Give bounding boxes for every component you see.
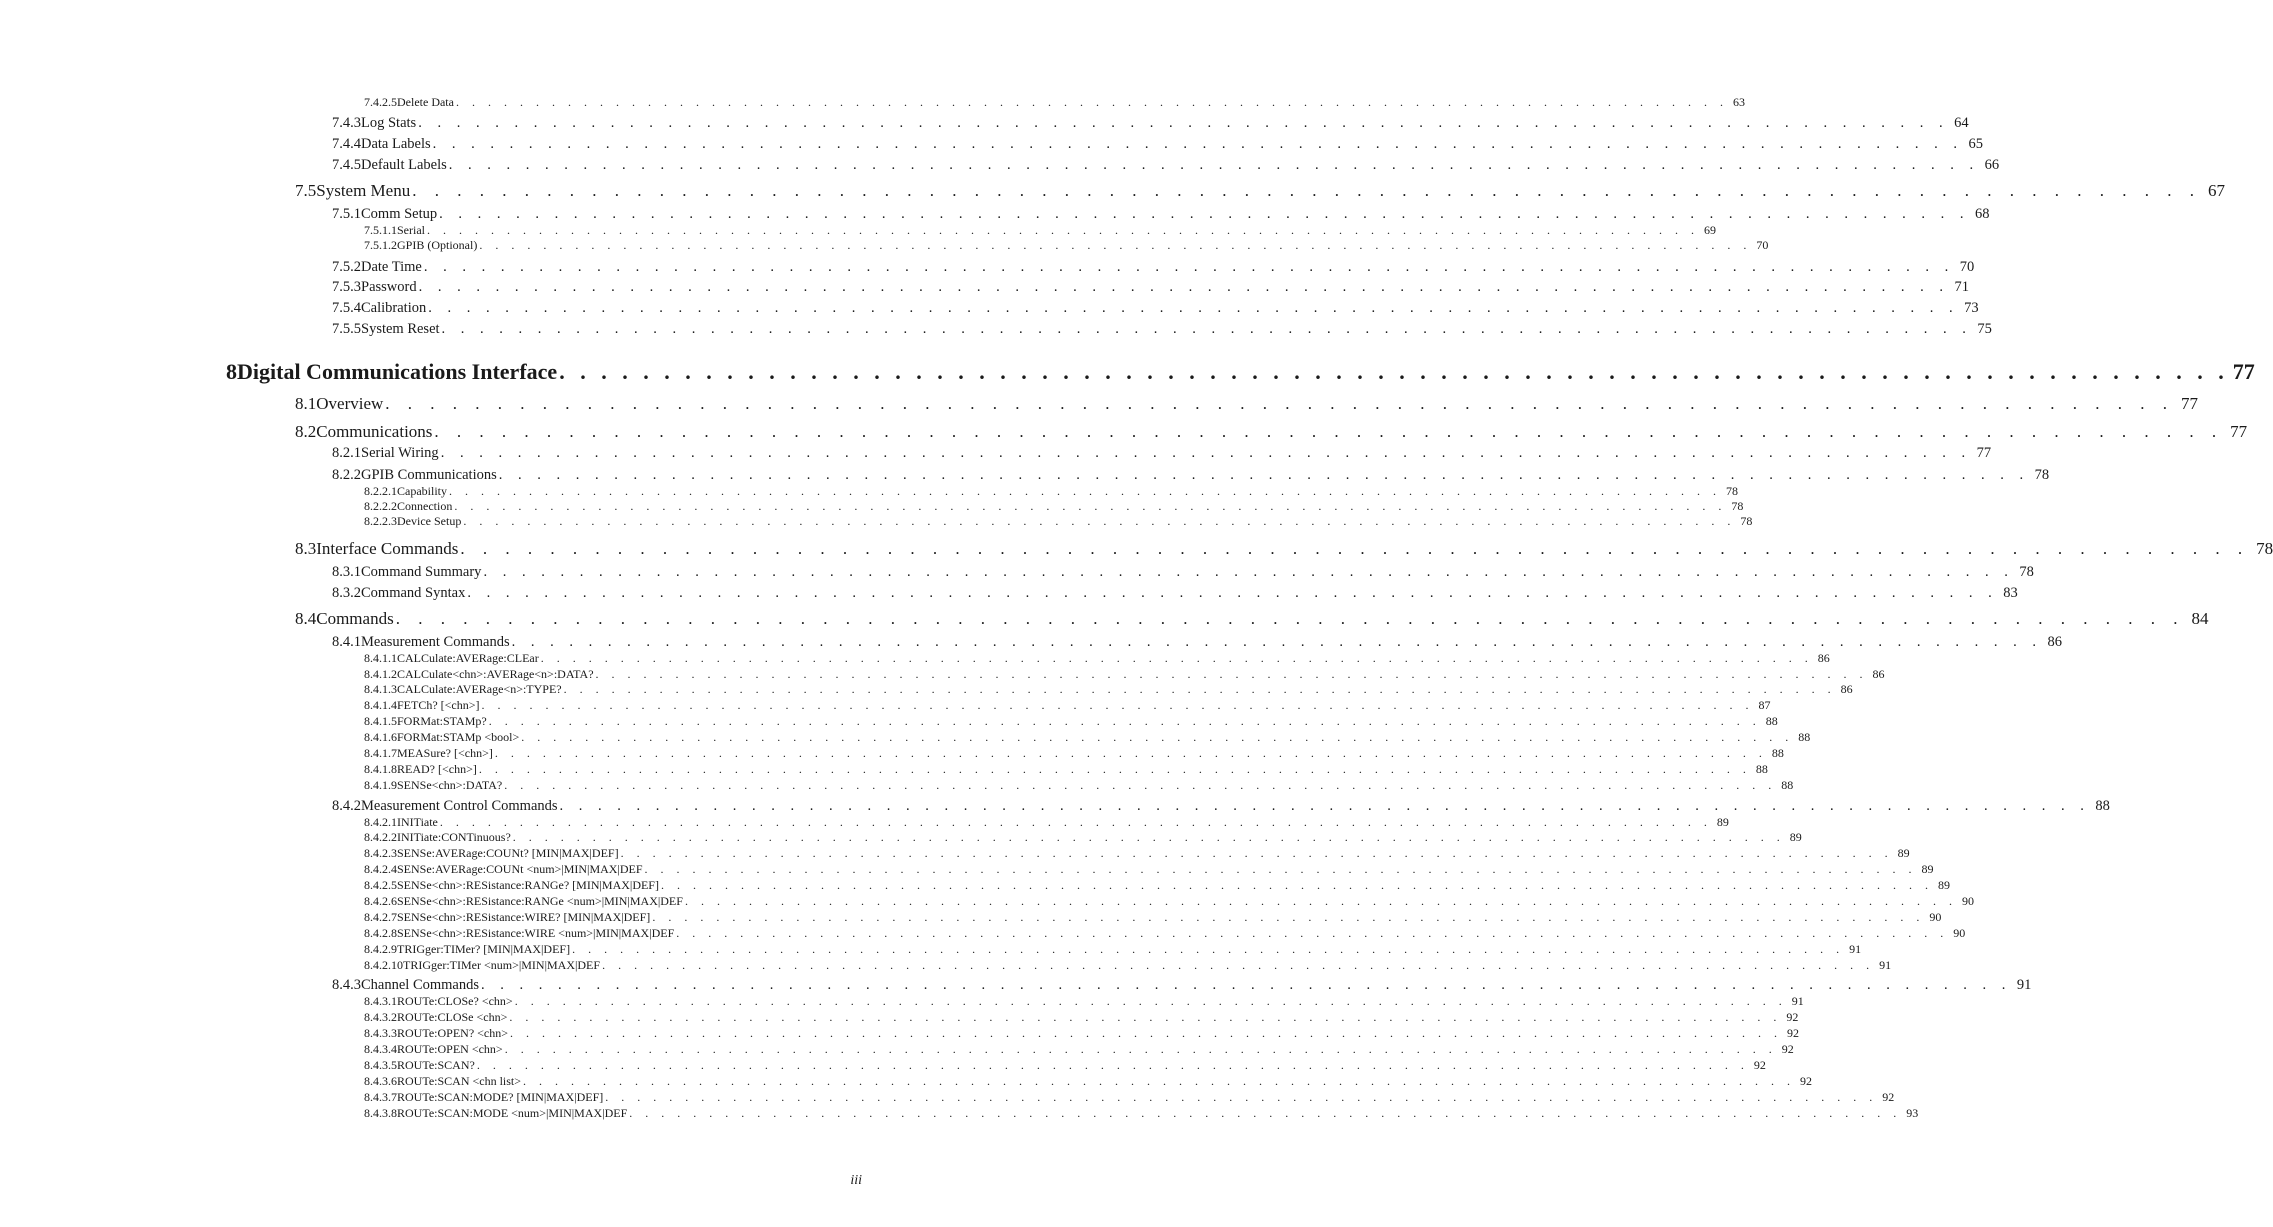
dot-leader: . . . . . . . . . . . . . . . . . . . . . . . . . . . . . . . . . . . . . . . . . . . . . . . . . . . . . . . . . . . . . . . . . . . . . . . . . . . . . . . . (439, 206, 1970, 222)
toc-entry-title: Serial (397, 223, 425, 237)
toc-entry[interactable] (364, 815, 1729, 830)
toc-entry-title: CALCulate:AVERage<n>:TYPE? (397, 682, 562, 696)
dot-leader: . . . . . . . . . . . . . . . . . . . . . . . . . . . . . . . . . . . . . . . . . . . . . . . . . . . . . . . . . . . . . . . . . . . . . . . . . . . . . . . . (455, 95, 1728, 109)
toc-entry-page: 77 (1976, 445, 1992, 461)
dot-leader: . . . . . . . . . . . . . . . . . . . . . . . . . . . . . . . . . . . . . . . . . . . . . . . . . . . . . . . . . . . . . . . . . . . . . . . . . . . . . . . . (523, 1074, 1796, 1088)
toc-entry-title: SENSe<chn>:RESistance:RANGe? [MIN|MAX|DEF] (397, 878, 659, 892)
toc-entry-number: 8.4.2.10 (364, 958, 403, 972)
toc-entry[interactable] (364, 651, 1830, 666)
toc-entry[interactable] (332, 321, 1992, 338)
toc-entry-number: 8.4.1.4 (364, 698, 397, 712)
toc-entry[interactable] (364, 484, 1738, 499)
dot-leader: . . . . . . . . . . . . . . . . . . . . . . . . . . . . . . . . . . . . . . . . . . . . . . . . . . . . . . . . . . . . . . . . . . . . . . . . . . . . . . . . (504, 778, 1777, 792)
toc-entry-number: 7.5.5 (332, 321, 361, 337)
toc-entry-page: 78 (1731, 499, 1744, 513)
toc-entry-page: 75 (1977, 321, 1992, 337)
dot-leader: . . . . . . . . . . . . . . . . . . . . . . . . . . . . . . . . . . . . . . . . . . . . . . . . . . . . . . . . . . . . . . . . . . . . . . . . . . . . . . . . (514, 994, 1787, 1008)
dot-leader: . . . . . . . . . . . . . . . . . . . . . . . . . . . . . . . . . . . . . . . . . . . . . . . . . . . . . . . . . . . . . . . . . . . . . . . . . . . . . . . . (479, 238, 1752, 252)
toc-entry-page: 69 (1704, 223, 1716, 237)
toc-entry[interactable] (295, 422, 2248, 442)
toc-entry[interactable] (332, 445, 1992, 462)
toc-entry-page: 89 (1921, 862, 1934, 876)
dot-leader: . . . . . . . . . . . . . . . . . . . . . . . . . . . . . . . . . . . . . . . . . . . . . . . . . . . . . . . . . . . . . . . . . . . . . . . . . . . . . . . . (512, 830, 1785, 844)
toc-entry[interactable] (364, 1106, 1919, 1121)
toc-entry-number: 7.5.2 (332, 259, 361, 275)
toc-entry-page: 77 (2230, 422, 2248, 441)
toc-entry[interactable] (364, 1058, 1766, 1073)
toc-entry-page: 89 (1897, 846, 1910, 860)
dot-leader: . . . . . . . . . . . . . . . . . . . . . . . . . . . . . . . . . . . . . . . . . . . . . . . . . . . . . . . . . . . . . . . . . . . . . . . . . . . . . . . . (605, 1090, 1878, 1104)
toc-entry-title: System Reset (361, 321, 440, 337)
toc-entry-number: 7.4.4 (332, 136, 361, 152)
toc-entry[interactable] (364, 514, 1753, 529)
toc-entry-page: 78 (1726, 484, 1738, 498)
toc-entry-page: 77 (2181, 394, 2199, 413)
dot-leader: . . . . . . . . . . . . . . . . . . . . . . . . . . . . . . . . . . . . . . . . . . . . . . . . . . . . . . . . . . . . . . . . . . . . . . . . . . . . . . . . (521, 730, 1794, 744)
toc-entry[interactable] (364, 95, 1745, 110)
dot-leader: . . . . . . . . . . . . . . . . . . . . . . . . . . . . . . . . . . . . . . . . . . . . . . . . . . . . . . . . . . . . . . . . . . . . . . . . . . . . . . . . (483, 564, 2014, 580)
toc-entry[interactable] (295, 609, 2209, 629)
toc-entry-title: INITiate:CONTinuous? (397, 830, 511, 844)
toc-entry[interactable] (364, 730, 1811, 745)
toc-entry[interactable] (332, 136, 1984, 153)
toc-entry-page: 86 (2047, 634, 2062, 650)
toc-entry-page: 70 (1756, 238, 1769, 252)
toc-entry-number: 8.4.2.2 (364, 830, 397, 844)
toc-entry[interactable] (364, 499, 1744, 514)
toc-entry-number: 8.4.3.5 (364, 1058, 397, 1072)
toc-entry-number: 7.5 (295, 181, 317, 200)
page-number-folio: iii (850, 1173, 862, 1188)
toc-entry-number: 8.4.3.1 (364, 994, 397, 1008)
toc-entry[interactable] (332, 157, 2000, 174)
dot-leader: . . . . . . . . . . . . . . . . . . . . . . . . . . . . . . . . . . . . . . . . . . . . . . . . . . . . . . . . . . . . . . . . . . . . . . . . . . . . . . . . (454, 499, 1727, 513)
toc-entry[interactable] (332, 634, 2062, 651)
toc-entry-title: ROUTe:OPEN? <chn> (397, 1026, 509, 1040)
dot-leader: . . . . . . . . . . . . . . . . . . . . . . . . . . . . . . . . . . . . . . . . . . . . . . . . . . . . . . . . . . . . . . . . . . . . . . . . . . . . . . . . (510, 1026, 1783, 1040)
dot-leader: . . . . . . . . . . . . . . . . . . . . . . . . . . . . . . . . . . . . . . . . . . . . . . . . . . . . . . . . . . . . . . . . . . . . . . . . . . . . . . . . (511, 634, 2042, 650)
toc-entry-page: 87 (1758, 698, 1771, 712)
dot-leader: . . . . . . . . . . . . . . . . . . . . . . . . . . . . . . . . . . . . . . . . . . . . . . . . . . . . . . . . . . . . . . . . . . . . . . . . . . . . . . . . (423, 259, 1955, 275)
toc-entry-number: 8.4.2 (332, 798, 361, 814)
toc-entry-number: 8.4.1.6 (364, 730, 397, 744)
dot-leader: . . . . . . . . . . . . . . . . . . . . . . . . . . . . . . . . . . . . . . . . . . . . . . . . . . . . . . . . . . . . . . . . . . . . . . . . . . . . . . . . (488, 714, 1761, 728)
toc-entry-number: 8.2.2.2 (364, 499, 397, 513)
toc-entry-number: 8.4.2.8 (364, 926, 397, 940)
toc-entry-number: 8.4.2.3 (364, 846, 397, 860)
toc-entry[interactable] (364, 223, 1716, 238)
toc-entry-title: READ? [<chn>] (397, 762, 477, 776)
toc-entry-title: Date Time (361, 259, 422, 275)
dot-leader: . . . . . . . . . . . . . . . . . . . . . . . . . . . . . . . . . . . . . . . . . . . . . . . . . . . . . . . . . . . . . . . . . . . . . . . . . . . . . . . . (563, 682, 1836, 696)
toc-entry-title: Command Syntax (361, 585, 466, 601)
toc-entry-title: CALCulate<chn>:AVERage<n>:DATA? (397, 667, 594, 681)
toc-entry-title: FORMat:STAMp <bool> (397, 730, 520, 744)
toc-entry-number: 8.4.3.2 (364, 1010, 397, 1024)
toc-entry[interactable] (364, 994, 1804, 1009)
dot-leader: . . . . . . . . . . . . . . . . . . . . . . . . . . . . . . . . . . . . . . . . . . . . . . . . . . . . . . . . . . . . . . . . . . . . . . . . . . . . . . . . (448, 157, 1980, 173)
dot-leader: . . . . . . . . . . . . . . . . . . . . . . . . . . . . . . . . . . . . . . . . . . . . . . . . . . . . . . . . . . . . . . . . . . . . . . . . . . . . . . . . (595, 667, 1868, 681)
toc-entry-number: 8.4.1.5 (364, 714, 397, 728)
toc-entry-title: ROUTe:CLOSe <chn> (397, 1010, 508, 1024)
toc-entry-title: Measurement Control Commands (361, 798, 558, 814)
dot-leader: . . . . . . . . . . . . . . . . . . . . . . . . . . . . . . . . . . . . . . . . . . . . . . . . . . . . . . . . . . . . . . . . . . . . . . . . . . . . . . . . (432, 136, 1964, 152)
toc-entry-title: GPIB (Optional) (397, 238, 478, 252)
toc-entry-number: 7.5.3 (332, 279, 361, 295)
toc-entry-page: 83 (2003, 585, 2018, 601)
toc-entry-title: Device Setup (397, 514, 462, 528)
toc-entry-page: 77 (2232, 359, 2255, 384)
toc-entry-number: 8.2.2.1 (364, 484, 397, 498)
toc-entry-title: FETCh? [<chn>] (397, 698, 480, 712)
toc-entry-title: Digital Communications Interface (237, 359, 558, 384)
toc-entry-number: 8.4.1.3 (364, 682, 397, 696)
toc-entry[interactable] (332, 977, 2032, 994)
dot-leader: . . . . . . . . . . . . . . . . . . . . . . . . . . . . . . . . . . . . . . . . . . . . . . . . . . . . . . . . . . . . . . . . . . . . . . . . . . . . . . . . (629, 1106, 1902, 1120)
toc-entry-title: ROUTe:SCAN <chn list> (397, 1074, 522, 1088)
toc-entry-number: 8.2.2 (332, 467, 361, 483)
dot-leader: . . . . . . . . . . . . . . . . . . . . . . . . . . . . . . . . . . . . . . . . . . . . . . . . . . . . . . . . . . . . . . . . . . . . . . . . . . . . . . . . (676, 926, 1949, 940)
toc-entry-title: Measurement Commands (361, 634, 510, 650)
toc-entry-title: Default Labels (361, 157, 447, 173)
toc-entry-page: 88 (1765, 714, 1778, 728)
toc-entry-title: Serial Wiring (361, 445, 439, 461)
toc-entry[interactable] (364, 1026, 1800, 1041)
toc-entry-page: 78 (1740, 514, 1753, 528)
toc-entry-title: Password (361, 279, 417, 295)
toc-entry-title: MEASure? [<chn>] (397, 746, 493, 760)
dot-leader: . . . . . . . . . . . . . . . . . . . . . . . . . . . . . . . . . . . . . . . . . . . . . . . . . . . . . . . . . . . . . . . . . . . . . . . . . . . . . . . . (385, 394, 2175, 413)
toc-entry-page: 65 (1968, 136, 1984, 152)
toc-entry-title: Capability (397, 484, 447, 498)
toc-entry-number: 8.4.2.4 (364, 862, 397, 876)
toc-entry-number: 8.4.2.1 (364, 815, 397, 829)
toc-entry[interactable] (364, 878, 1950, 893)
toc-entry-title: FORMat:STAMp? (397, 714, 487, 728)
toc-entry[interactable] (364, 862, 1934, 877)
toc-entry-page: 89 (1716, 815, 1729, 829)
dot-leader: . . . . . . . . . . . . . . . . . . . . . . . . . . . . . . . . . . . . . . . . . . . . . . . . . . . . . . . . . . . . . . . . . . . . . . . . . . . . . . . . (467, 585, 1998, 601)
toc-entry-page: 86 (1840, 682, 1853, 696)
toc-entry-page: 84 (2191, 609, 2209, 628)
toc-entry[interactable] (295, 539, 2273, 559)
toc-entry-page: 89 (1789, 830, 1802, 844)
toc-entry-number: 8.4 (295, 609, 317, 628)
toc-entry[interactable] (364, 682, 1853, 697)
toc-entry-page: 90 (1929, 910, 1942, 924)
toc-entry-page: 92 (1882, 1090, 1895, 1104)
toc-entry-number: 8.3.1 (332, 564, 361, 580)
dot-leader: . . . . . . . . . . . . . . . . . . . . . . . . . . . . . . . . . . . . . . . . . . . . . . . . . . . . . . . . . . . . . . . . . . . . . . . . . . . . . . . . (418, 115, 1949, 131)
toc-entry-number: 8.3 (295, 539, 317, 558)
toc-entry-title: CALCulate:AVERage:CLEar (397, 651, 539, 665)
dot-leader: . . . . . . . . . . . . . . . . . . . . . . . . . . . . . . . . . . . . . . . . . . . . . . . . . . . . . . . . . . . . . . . . . . . . . . . . . . . . . . . . (602, 958, 1875, 972)
dot-leader: . . . . . . . . . . . . . . . . . . . . . . . . . . . . . . . . . . . . . . . . . . . . . . . . . . . . . . . . . . . . . . . . . . . . . . . . . . . . . . . . (559, 359, 2229, 384)
toc-entry-title: ROUTe:SCAN? (397, 1058, 475, 1072)
toc-entry-title: Command Summary (361, 564, 482, 580)
toc-entry-page: 88 (1798, 730, 1811, 744)
dot-leader: . . . . . . . . . . . . . . . . . . . . . . . . . . . . . . . . . . . . . . . . . . . . . . . . . . . . . . . . . . . . . . . . . . . . . . . . . . . . . . . . (559, 798, 2090, 814)
toc-entry[interactable] (364, 1042, 1794, 1057)
dot-leader: . . . . . . . . . . . . . . . . . . . . . . . . . . . . . . . . . . . . . . . . . . . . . . . . . . . . . . . . . . . . . . . . . . . . . . . . . . . . . . . . (439, 815, 1712, 829)
toc-entry-page: 92 (1781, 1042, 1794, 1056)
toc-entry-title: TRIGger:TIMer <num>|MIN|MAX|DEF (403, 958, 601, 972)
toc-entry[interactable] (364, 942, 1862, 957)
toc-entry-page: 67 (2207, 181, 2225, 200)
dot-leader: . . . . . . . . . . . . . . . . . . . . . . . . . . . . . . . . . . . . . . . . . . . . . . . . . . . . . . . . . . . . . . . . . . . . . . . . . . . . . . . . (418, 279, 1949, 295)
toc-entry-number: 8.4.3 (332, 977, 361, 993)
toc-entry-title: INITiate (397, 815, 438, 829)
dot-leader: . . . . . . . . . . . . . . . . . . . . . . . . . . . . . . . . . . . . . . . . . . . . . . . . . . . . . . . . . . . . . . . . . . . . . . . . . . . . . . . . (428, 300, 1959, 316)
toc-entry-number: 8.4.1.2 (364, 667, 397, 681)
toc-entry-page: 90 (1953, 926, 1966, 940)
toc-entry-title: Calibration (361, 300, 427, 316)
toc-entry[interactable] (332, 279, 1969, 296)
toc-entry[interactable] (364, 1010, 1799, 1025)
toc-entry-title: ROUTe:SCAN:MODE? [MIN|MAX|DEF] (397, 1090, 604, 1104)
dot-leader: . . . . . . . . . . . . . . . . . . . . . . . . . . . . . . . . . . . . . . . . . . . . . . . . . . . . . . . . . . . . . . . . . . . . . . . . . . . . . . . . (504, 1042, 1777, 1056)
toc-entry-number: 8.2 (295, 422, 317, 441)
toc-entry-title: ROUTe:OPEN <chn> (397, 1042, 503, 1056)
toc-entry-page: 78 (2019, 564, 2034, 580)
toc-entry[interactable] (332, 115, 1969, 132)
toc-entry-page: 91 (1791, 994, 1804, 1008)
dot-leader: . . . . . . . . . . . . . . . . . . . . . . . . . . . . . . . . . . . . . . . . . . . . . . . . . . . . . . . . . . . . . . . . . . . . . . . . . . . . . . . . (478, 762, 1751, 776)
toc-entry-title: SENSe:AVERage:COUNt <num>|MIN|MAX|DEF (397, 862, 643, 876)
toc-entry-title: Delete Data (397, 95, 454, 109)
dot-leader: . . . . . . . . . . . . . . . . . . . . . . . . . . . . . . . . . . . . . . . . . . . . . . . . . . . . . . . . . . . . . . . . . . . . . . . . . . . . . . . . (660, 878, 1933, 892)
toc-entry-page: 88 (1755, 762, 1768, 776)
toc-entry-number: 8.4.1 (332, 634, 361, 650)
toc-entry[interactable] (364, 698, 1771, 713)
toc-entry-title: TRIGger:TIMer? [MIN|MAX|DEF] (397, 942, 571, 956)
toc-entry-title: GPIB Communications (361, 467, 497, 483)
dot-leader: . . . . . . . . . . . . . . . . . . . . . . . . . . . . . . . . . . . . . . . . . . . . . . . . . . . . . . . . . . . . . . . . . . . . . . . . . . . . . . . . (463, 514, 1736, 528)
dot-leader: . . . . . . . . . . . . . . . . . . . . . . . . . . . . . . . . . . . . . . . . . . . . . . . . . . . . . . . . . . . . . . . . . . . . . . . . . . . . . . . . (498, 467, 2030, 483)
toc-entry[interactable] (226, 359, 2255, 385)
toc-entry[interactable] (364, 910, 1942, 925)
toc-entry[interactable] (332, 467, 2050, 484)
toc-entry[interactable] (295, 394, 2199, 414)
toc-entry-number: 8.4.2.9 (364, 942, 397, 956)
toc-entry[interactable] (364, 1090, 1895, 1105)
toc-entry-number: 7.4.2.5 (364, 95, 397, 109)
toc-entry[interactable] (364, 1074, 1813, 1089)
dot-leader: . . . . . . . . . . . . . . . . . . . . . . . . . . . . . . . . . . . . . . . . . . . . . . . . . . . . . . . . . . . . . . . . . . . . . . . . . . . . . . . . (572, 942, 1845, 956)
toc-entry[interactable] (332, 259, 1975, 276)
toc-entry[interactable] (364, 238, 1769, 253)
toc-entry[interactable] (364, 830, 1802, 845)
toc-entry-page: 90 (1961, 894, 1974, 908)
toc-entry-number: 8.4.1.7 (364, 746, 397, 760)
dot-leader: . . . . . . . . . . . . . . . . . . . . . . . . . . . . . . . . . . . . . . . . . . . . . . . . . . . . . . . . . . . . . . . . . . . . . . . . . . . . . . . . (441, 321, 1972, 337)
toc-entry[interactable] (295, 181, 2225, 201)
toc-entry-page: 92 (1787, 1026, 1800, 1040)
toc-entry-title: SENSe<chn>:RESistance:WIRE? [MIN|MAX|DEF] (397, 910, 651, 924)
toc-entry-number: 8.4.1.1 (364, 651, 397, 665)
toc-entry-number: 8.4.1.9 (364, 778, 397, 792)
toc-entry-page: 71 (1954, 279, 1969, 295)
toc-entry-page: 66 (1984, 157, 2000, 173)
toc-entry-page: 63 (1732, 95, 1745, 109)
toc-entry-title: Interface Commands (316, 539, 459, 558)
dot-leader: . . . . . . . . . . . . . . . . . . . . . . . . . . . . . . . . . . . . . . . . . . . . . . . . . . . . . . . . . . . . . . . . . . . . . . . . . . . . . . . . (481, 977, 2012, 993)
toc-entry-title: SENSe<chn>:DATA? (397, 778, 503, 792)
toc-entry-title: SENSe<chn>:RESistance:WIRE <num>|MIN|MAX|DEF (397, 926, 675, 940)
toc-entry-page: 88 (1781, 778, 1794, 792)
toc-entry[interactable] (332, 206, 1990, 223)
dot-leader: . . . . . . . . . . . . . . . . . . . . . . . . . . . . . . . . . . . . . . . . . . . . . . . . . . . . . . . . . . . . . . . . . . . . . . . . . . . . . . . . (476, 1058, 1749, 1072)
toc-entry[interactable] (364, 714, 1778, 729)
toc-entry-page: 92 (1786, 1010, 1799, 1024)
toc-entry-number: 8.4.2.5 (364, 878, 397, 892)
toc-entry-title: Log Stats (361, 115, 417, 131)
toc-entry-number: 7.5.4 (332, 300, 361, 316)
toc-entry[interactable] (364, 926, 1966, 941)
toc-entry-page: 92 (1753, 1058, 1766, 1072)
toc-entry-number: 7.5.1.2 (364, 238, 397, 252)
toc-entry-page: 92 (1800, 1074, 1813, 1088)
dot-leader: . . . . . . . . . . . . . . . . . . . . . . . . . . . . . . . . . . . . . . . . . . . . . . . . . . . . . . . . . . . . . . . . . . . . . . . . . . . . . . . . (684, 894, 1957, 908)
toc-entry-number: 8.4.3.8 (364, 1106, 397, 1120)
toc-entry-number: 7.4.5 (332, 157, 361, 173)
dot-leader: . . . . . . . . . . . . . . . . . . . . . . . . . . . . . . . . . . . . . . . . . . . . . . . . . . . . . . . . . . . . . . . . . . . . . . . . . . . . . . . . (620, 846, 1893, 860)
toc-entry[interactable] (364, 958, 1892, 973)
toc-entry-page: 91 (1879, 958, 1892, 972)
toc-entry[interactable] (332, 798, 2110, 815)
toc-entry[interactable] (364, 846, 1910, 861)
toc-entry-title: Data Labels (361, 136, 431, 152)
dot-leader: . . . . . . . . . . . . . . . . . . . . . . . . . . . . . . . . . . . . . . . . . . . . . . . . . . . . . . . . . . . . . . . . . . . . . . . . . . . . . . . . (652, 910, 1925, 924)
toc-entry-title: Channel Commands (361, 977, 480, 993)
dot-leader: . . . . . . . . . . . . . . . . . . . . . . . . . . . . . . . . . . . . . . . . . . . . . . . . . . . . . . . . . . . . . . . . . . . . . . . . . . . . . . . . (427, 223, 1699, 237)
toc-entry-page: 70 (1959, 259, 1975, 275)
toc-entry-page: 73 (1964, 300, 1979, 316)
toc-entry[interactable] (364, 778, 1794, 793)
toc-entry-title: SENSe:AVERage:COUNt? [MIN|MAX|DEF] (397, 846, 619, 860)
toc-entry-number: 7.5.1 (332, 206, 361, 222)
toc-entry-page: 91 (1849, 942, 1862, 956)
toc-entry[interactable] (332, 585, 2018, 602)
toc-entry-number: 8.4.2.6 (364, 894, 397, 908)
toc-entry[interactable] (332, 300, 1979, 317)
toc-entry-title: Overview (316, 394, 384, 413)
toc-entry-page: 88 (1771, 746, 1784, 760)
dot-leader: . . . . . . . . . . . . . . . . . . . . . . . . . . . . . . . . . . . . . . . . . . . . . . . . . . . . . . . . . . . . . . . . . . . . . . . . . . . . . . . . (395, 609, 2185, 628)
toc-entry-page: 86 (1817, 651, 1830, 665)
toc-entry-page: 68 (1975, 206, 1990, 222)
toc-entry-number: 8.1 (295, 394, 317, 413)
toc-entry-page: 91 (2016, 977, 2032, 993)
dot-leader: . . . . . . . . . . . . . . . . . . . . . . . . . . . . . . . . . . . . . . . . . . . . . . . . . . . . . . . . . . . . . . . . . . . . . . . . . . . . . . . . (434, 422, 2224, 441)
toc-entry[interactable] (332, 564, 2034, 581)
toc-entry-title: ROUTe:SCAN:MODE <num>|MIN|MAX|DEF (397, 1106, 628, 1120)
toc-entry-number: 7.5.1.1 (364, 223, 397, 237)
toc-entry-page: 78 (2034, 467, 2050, 483)
toc-entry-number: 8 (226, 359, 237, 384)
toc-entry-page: 88 (2095, 798, 2110, 814)
dot-leader: . . . . . . . . . . . . . . . . . . . . . . . . . . . . . . . . . . . . . . . . . . . . . . . . . . . . . . . . . . . . . . . . . . . . . . . . . . . . . . . . (460, 539, 2250, 558)
dot-leader: . . . . . . . . . . . . . . . . . . . . . . . . . . . . . . . . . . . . . . . . . . . . . . . . . . . . . . . . . . . . . . . . . . . . . . . . . . . . . . . . (644, 862, 1917, 876)
toc-entry-title: Commands (316, 609, 394, 628)
dot-leader: . . . . . . . . . . . . . . . . . . . . . . . . . . . . . . . . . . . . . . . . . . . . . . . . . . . . . . . . . . . . . . . . . . . . . . . . . . . . . . . . (449, 484, 1721, 498)
toc-entry-title: ROUTe:CLOSe? <chn> (397, 994, 513, 1008)
toc-entry-number: 8.4.3.4 (364, 1042, 397, 1056)
toc-entry-page: 64 (1954, 115, 1969, 131)
toc-entry-page: 93 (1906, 1106, 1919, 1120)
dot-leader: . . . . . . . . . . . . . . . . . . . . . . . . . . . . . . . . . . . . . . . . . . . . . . . . . . . . . . . . . . . . . . . . . . . . . . . . . . . . . . . . (440, 445, 1972, 461)
toc-entry-title: Comm Setup (361, 206, 438, 222)
toc-entry-page: 89 (1937, 878, 1950, 892)
dot-leader: . . . . . . . . . . . . . . . . . . . . . . . . . . . . . . . . . . . . . . . . . . . . . . . . . . . . . . . . . . . . . . . . . . . . . . . . . . . . . . . . (481, 698, 1754, 712)
toc-entry-number: 8.2.1 (332, 445, 361, 461)
toc-entry[interactable] (364, 746, 1784, 761)
toc-entry-title: System Menu (316, 181, 411, 200)
toc-entry-number: 8.4.3.3 (364, 1026, 397, 1040)
toc-entry-number: 8.4.2.7 (364, 910, 397, 924)
toc-entry-number: 8.4.3.7 (364, 1090, 397, 1104)
toc-entry[interactable] (364, 667, 1885, 682)
toc-entry-page: 86 (1872, 667, 1885, 681)
toc-entry[interactable] (364, 894, 1974, 909)
toc-entry-number: 8.4.1.8 (364, 762, 397, 776)
toc-entry-number: 8.3.2 (332, 585, 361, 601)
toc-entry-number: 8.4.3.6 (364, 1074, 397, 1088)
dot-leader: . . . . . . . . . . . . . . . . . . . . . . . . . . . . . . . . . . . . . . . . . . . . . . . . . . . . . . . . . . . . . . . . . . . . . . . . . . . . . . . . (540, 651, 1813, 665)
dot-leader: . . . . . . . . . . . . . . . . . . . . . . . . . . . . . . . . . . . . . . . . . . . . . . . . . . . . . . . . . . . . . . . . . . . . . . . . . . . . . . . . (509, 1010, 1782, 1024)
dot-leader: . . . . . . . . . . . . . . . . . . . . . . . . . . . . . . . . . . . . . . . . . . . . . . . . . . . . . . . . . . . . . . . . . . . . . . . . . . . . . . . . (412, 181, 2201, 200)
toc-entry-page: 78 (2256, 539, 2273, 558)
toc-entry-title: SENSe<chn>:RESistance:RANGe <num>|MIN|MAX|DEF (397, 894, 683, 908)
toc-entry-number: 8.2.2.3 (364, 514, 397, 528)
toc-entry[interactable] (364, 762, 1768, 777)
toc-entry-title: Connection (397, 499, 453, 513)
dot-leader: . . . . . . . . . . . . . . . . . . . . . . . . . . . . . . . . . . . . . . . . . . . . . . . . . . . . . . . . . . . . . . . . . . . . . . . . . . . . . . . . (494, 746, 1767, 760)
toc-entry-number: 7.4.3 (332, 115, 361, 131)
toc-entry-title: Communications (316, 422, 433, 441)
